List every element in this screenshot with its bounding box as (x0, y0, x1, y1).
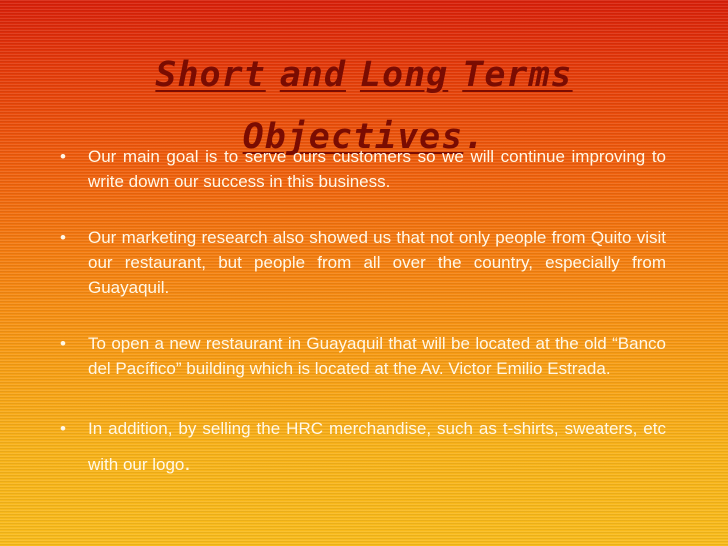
bullet-period: . (184, 450, 191, 475)
title-word: Terms (462, 55, 573, 95)
bullet-text: To open a new restaurant in Guayaquil that will be located at the old “Banco del Pacífico” building which is located at the Av. Victor Emilio Estrada. (88, 334, 666, 378)
bullet-marker: • (60, 419, 66, 438)
bullet-item (60, 225, 666, 300)
title-word: Short (155, 55, 266, 95)
bullet-item (60, 412, 666, 482)
bullet-marker: • (60, 228, 66, 247)
bullet-text: In addition, by selling the HRC merchandise, such as t-shirts, sweaters, etc with our logo (88, 419, 666, 474)
bullet-text: Our main goal is to serve ours customers so we will continue improving to write down our success in this business. (88, 147, 666, 191)
bullet-marker: • (60, 334, 66, 353)
bullet-list (60, 144, 666, 482)
bullet-item (60, 144, 666, 194)
title-word: and (279, 55, 346, 95)
title-word: Long (359, 55, 449, 95)
bullet-item (60, 331, 666, 381)
title-period: . (463, 117, 486, 157)
title-word: Objectives (242, 117, 464, 157)
bullet-marker: • (60, 147, 66, 166)
bullet-text: Our marketing research also showed us that not only people from Quito visit our restaurant, but people from all over the country, especially from Guayaquil. (88, 228, 666, 297)
